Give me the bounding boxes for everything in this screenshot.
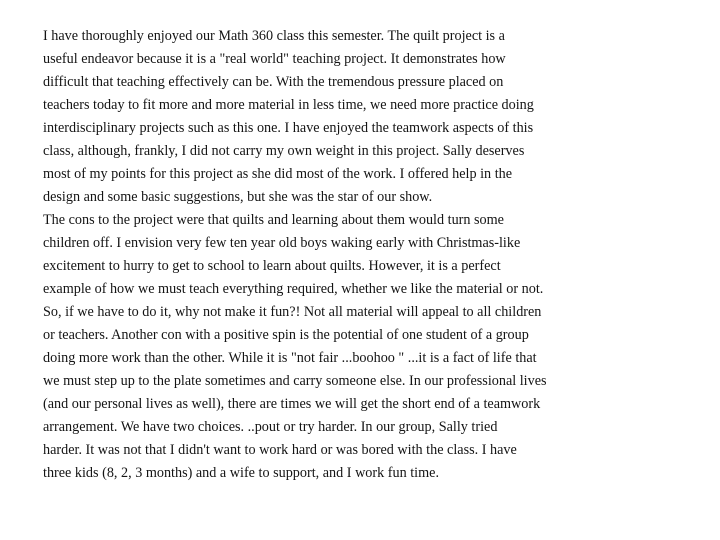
text-line-9: The cons to the project were that quilts and learning about them would turn some xyxy=(43,212,504,228)
text-line-20: three kids (8, 2, 3 months) and a wife to support, and I work fun time. xyxy=(43,465,439,481)
text-line-10: children off. I envision very few ten year old boys waking early with Christmas-like xyxy=(43,235,521,251)
text-line-14: or teachers. Another con with a positive spin is the potential of one student of a group xyxy=(43,327,529,343)
text-line-17: (and our personal lives as well), there are times we will get the short end of a teamwork xyxy=(43,396,541,412)
text-line-11: excitement to hurry to get to school to learn about quilts. However, it is a perfect xyxy=(43,258,501,274)
text-line-16: we must step up to the plate sometimes and carry someone else. In our professional lives xyxy=(43,373,547,389)
text-line-15: doing more work than the other. While it is "not fair ...boohoo " ...it is a fact of life that xyxy=(43,350,537,366)
text-line-5: interdisciplinary projects such as this one. I have enjoyed the teamwork aspects of this xyxy=(43,120,534,136)
text-line-2: useful endeavor because it is a "real world" teaching project. It demonstrates how xyxy=(43,51,506,67)
text-line-18: arrangement. We have two choices. ..pout or try harder. In our group, Sally tried xyxy=(43,419,498,435)
text-line-8: design and some basic suggestions, but she was the star of our show. xyxy=(43,189,433,205)
text-line-13: So, if we have to do it, why not make it fun?! Not all material will appeal to all children xyxy=(43,304,542,320)
text-line-12: example of how we must teach everything required, whether we like the material or not. xyxy=(43,281,544,297)
reflection-text xyxy=(43,25,683,485)
text-line-7: most of my points for this project as she did most of the work. I offered help in the xyxy=(43,166,513,182)
text-line-1: I have thoroughly enjoyed our Math 360 class this semester. The quilt project is a xyxy=(43,28,505,44)
text-line-4: teachers today to fit more and more material in less time, we need more practice doing xyxy=(43,97,534,113)
text-line-3: difficult that teaching effectively can be. With the tremendous pressure placed on xyxy=(43,74,504,90)
text-line-19: harder. It was not that I didn't want to work hard or was bored with the class. I have xyxy=(43,442,517,458)
text-line-6: class, although, frankly, I did not carry my own weight in this project. Sally deserves xyxy=(43,143,525,159)
